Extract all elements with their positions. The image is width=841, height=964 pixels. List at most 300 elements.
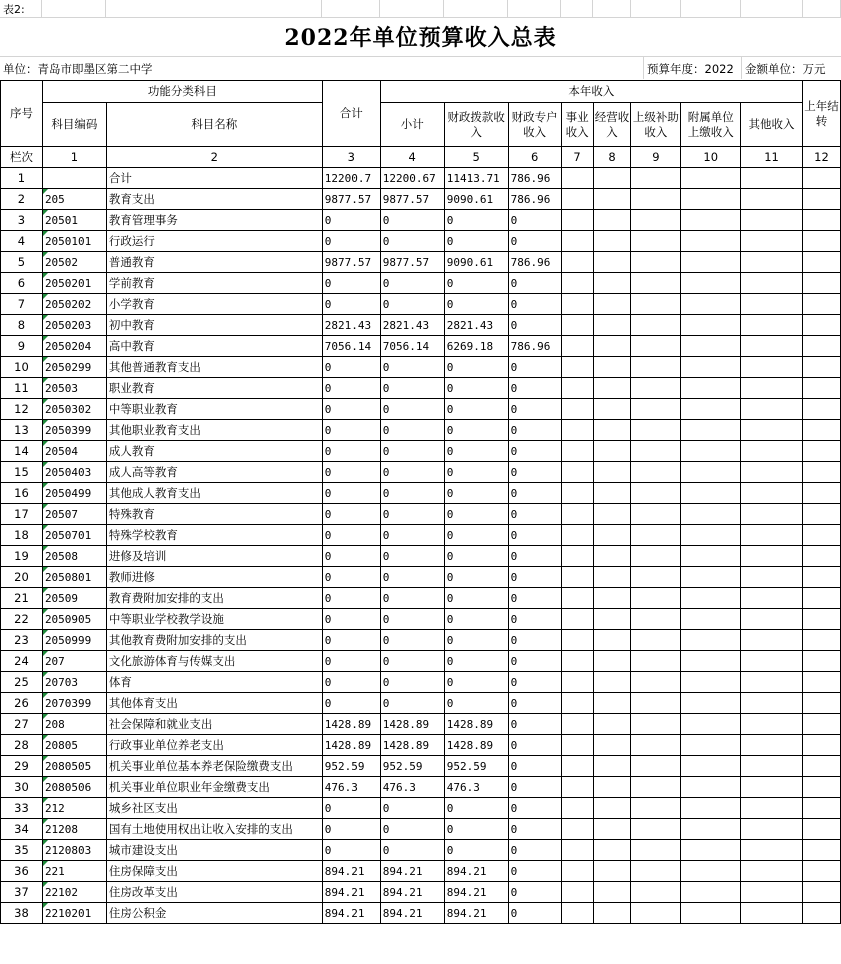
cell-total[interactable]: 0: [322, 819, 380, 840]
cell-name[interactable]: 普通教育: [106, 252, 322, 273]
cell-empty-carryover[interactable]: [802, 651, 840, 672]
cell-seq[interactable]: 28: [1, 735, 43, 756]
cell-special[interactable]: 0: [508, 840, 561, 861]
cell-empty-carryover[interactable]: [802, 693, 840, 714]
cell-empty-operating[interactable]: [593, 504, 631, 525]
cell-empty-business[interactable]: [561, 420, 593, 441]
cell-empty-carryover[interactable]: [802, 777, 840, 798]
cell-empty-affiliated[interactable]: [681, 441, 741, 462]
cell-special[interactable]: 0: [508, 903, 561, 924]
cell-empty-business[interactable]: [561, 357, 593, 378]
cell-empty-affiliated[interactable]: [681, 819, 741, 840]
cell-code[interactable]: [42, 294, 106, 315]
cell-empty-business[interactable]: [561, 735, 593, 756]
cell-name[interactable]: 初中教育: [106, 315, 322, 336]
cell-empty-superior[interactable]: [631, 210, 681, 231]
cell-fiscal[interactable]: 0: [444, 357, 508, 378]
cell-empty-affiliated[interactable]: [681, 777, 741, 798]
cell-empty-other[interactable]: [741, 210, 803, 231]
cell-seq[interactable]: 23: [1, 630, 43, 651]
cell-fiscal[interactable]: 952.59: [444, 756, 508, 777]
cell-total[interactable]: 12200.7: [322, 168, 380, 189]
cell-empty-other[interactable]: [741, 546, 803, 567]
cell-empty-affiliated[interactable]: [681, 252, 741, 273]
cell-fiscal[interactable]: 0: [444, 567, 508, 588]
cell-subtotal[interactable]: 0: [380, 546, 444, 567]
cell-empty-carryover[interactable]: [802, 294, 840, 315]
cell-code[interactable]: [42, 819, 106, 840]
cell-seq[interactable]: 27: [1, 714, 43, 735]
cell-empty-affiliated[interactable]: [681, 168, 741, 189]
cell-empty-superior[interactable]: [631, 357, 681, 378]
cell-total[interactable]: 894.21: [322, 882, 380, 903]
cell-special[interactable]: 0: [508, 483, 561, 504]
cell-empty-affiliated[interactable]: [681, 546, 741, 567]
cell-empty-affiliated[interactable]: [681, 630, 741, 651]
cell-empty-superior[interactable]: [631, 546, 681, 567]
cell-seq[interactable]: 7: [1, 294, 43, 315]
cell-total[interactable]: 0: [322, 546, 380, 567]
cell-empty-carryover[interactable]: [802, 483, 840, 504]
cell-empty-affiliated[interactable]: [681, 210, 741, 231]
cell-code[interactable]: [42, 525, 106, 546]
cell-empty-operating[interactable]: [593, 336, 631, 357]
cell-empty-business[interactable]: [561, 861, 593, 882]
cell-empty-business[interactable]: [561, 777, 593, 798]
cell-special[interactable]: 0: [508, 294, 561, 315]
cell-subtotal[interactable]: 894.21: [380, 882, 444, 903]
cell-empty-carryover[interactable]: [802, 525, 840, 546]
cell-empty-carryover[interactable]: [802, 609, 840, 630]
cell-total[interactable]: 7056.14: [322, 336, 380, 357]
cell-name[interactable]: 其他教育费附加安排的支出: [106, 630, 322, 651]
cell-subtotal[interactable]: 0: [380, 798, 444, 819]
cell-empty-carryover[interactable]: [802, 588, 840, 609]
cell-empty-business[interactable]: [561, 672, 593, 693]
cell-total[interactable]: 894.21: [322, 861, 380, 882]
cell-seq[interactable]: 35: [1, 840, 43, 861]
cell-empty-superior[interactable]: [631, 693, 681, 714]
cell-empty-affiliated[interactable]: [681, 735, 741, 756]
cell-name[interactable]: 体育: [106, 672, 322, 693]
cell-fiscal[interactable]: 476.3: [444, 777, 508, 798]
cell-empty-affiliated[interactable]: [681, 420, 741, 441]
cell-total[interactable]: 0: [322, 210, 380, 231]
cell-empty-carryover[interactable]: [802, 357, 840, 378]
cell-empty-other[interactable]: [741, 567, 803, 588]
cell-empty-business[interactable]: [561, 609, 593, 630]
cell-empty-affiliated[interactable]: [681, 273, 741, 294]
cell-empty-operating[interactable]: [593, 777, 631, 798]
cell-special[interactable]: 0: [508, 546, 561, 567]
cell-subtotal[interactable]: 894.21: [380, 861, 444, 882]
cell-special[interactable]: 0: [508, 756, 561, 777]
cell-special[interactable]: 0: [508, 693, 561, 714]
cell-empty-superior[interactable]: [631, 609, 681, 630]
cell-special[interactable]: 0: [508, 882, 561, 903]
cell-total[interactable]: 0: [322, 693, 380, 714]
cell-special[interactable]: 0: [508, 525, 561, 546]
cell-name[interactable]: 特殊教育: [106, 504, 322, 525]
cell-empty-affiliated[interactable]: [681, 525, 741, 546]
cell-empty-carryover[interactable]: [802, 903, 840, 924]
cell-special[interactable]: 0: [508, 798, 561, 819]
cell-empty-business[interactable]: [561, 567, 593, 588]
cell-empty-affiliated[interactable]: [681, 336, 741, 357]
cell-seq[interactable]: 25: [1, 672, 43, 693]
cell-subtotal[interactable]: 0: [380, 693, 444, 714]
cell-seq[interactable]: 12: [1, 399, 43, 420]
cell-seq[interactable]: 37: [1, 882, 43, 903]
cell-name[interactable]: 学前教育: [106, 273, 322, 294]
cell-empty-other[interactable]: [741, 315, 803, 336]
cell-code[interactable]: [42, 798, 106, 819]
cell-total[interactable]: 476.3: [322, 777, 380, 798]
cell-empty-carryover[interactable]: [802, 819, 840, 840]
cell-subtotal[interactable]: 0: [380, 609, 444, 630]
cell-empty-superior[interactable]: [631, 840, 681, 861]
cell-subtotal[interactable]: 0: [380, 231, 444, 252]
cell-empty-operating[interactable]: [593, 294, 631, 315]
cell-empty-superior[interactable]: [631, 189, 681, 210]
cell-name[interactable]: 社会保障和就业支出: [106, 714, 322, 735]
cell-empty-carryover[interactable]: [802, 756, 840, 777]
cell-seq[interactable]: 8: [1, 315, 43, 336]
cell-empty-business[interactable]: [561, 315, 593, 336]
cell-subtotal[interactable]: 0: [380, 420, 444, 441]
cell-total[interactable]: 0: [322, 441, 380, 462]
cell-name[interactable]: 住房保障支出: [106, 861, 322, 882]
cell-empty-carryover[interactable]: [802, 714, 840, 735]
cell-total[interactable]: 952.59: [322, 756, 380, 777]
cell-fiscal[interactable]: 6269.18: [444, 336, 508, 357]
cell-empty-superior[interactable]: [631, 378, 681, 399]
cell-empty-operating[interactable]: [593, 546, 631, 567]
cell-empty-carryover[interactable]: [802, 336, 840, 357]
cell-empty-operating[interactable]: [593, 672, 631, 693]
cell-empty-carryover[interactable]: [802, 273, 840, 294]
cell-fiscal[interactable]: 1428.89: [444, 714, 508, 735]
cell-seq[interactable]: 1: [1, 168, 43, 189]
cell-subtotal[interactable]: 952.59: [380, 756, 444, 777]
cell-fiscal[interactable]: 9090.61: [444, 189, 508, 210]
cell-empty-other[interactable]: [741, 798, 803, 819]
cell-empty-operating[interactable]: [593, 273, 631, 294]
cell-fiscal[interactable]: 0: [444, 630, 508, 651]
cell-subtotal[interactable]: 1428.89: [380, 714, 444, 735]
cell-total[interactable]: 0: [322, 609, 380, 630]
cell-empty-other[interactable]: [741, 168, 803, 189]
cell-seq[interactable]: 19: [1, 546, 43, 567]
cell-empty-superior[interactable]: [631, 315, 681, 336]
cell-fiscal[interactable]: 1428.89: [444, 735, 508, 756]
cell-name[interactable]: 进修及培训: [106, 546, 322, 567]
cell-total[interactable]: 0: [322, 840, 380, 861]
cell-name[interactable]: 机关事业单位职业年金缴费支出: [106, 777, 322, 798]
cell-name[interactable]: 城市建设支出: [106, 840, 322, 861]
cell-fiscal[interactable]: 0: [444, 588, 508, 609]
cell-seq[interactable]: 15: [1, 462, 43, 483]
cell-seq[interactable]: 14: [1, 441, 43, 462]
cell-code[interactable]: [42, 630, 106, 651]
cell-fiscal[interactable]: 0: [444, 798, 508, 819]
cell-fiscal[interactable]: 0: [444, 819, 508, 840]
cell-total[interactable]: 0: [322, 483, 380, 504]
cell-empty-business[interactable]: [561, 483, 593, 504]
cell-subtotal[interactable]: 0: [380, 378, 444, 399]
cell-name[interactable]: 成人高等教育: [106, 462, 322, 483]
cell-code[interactable]: [42, 588, 106, 609]
cell-name[interactable]: 住房公积金: [106, 903, 322, 924]
cell-empty-operating[interactable]: [593, 231, 631, 252]
cell-empty-superior[interactable]: [631, 294, 681, 315]
cell-empty-superior[interactable]: [631, 168, 681, 189]
cell-total[interactable]: 0: [322, 378, 380, 399]
cell-subtotal[interactable]: 9877.57: [380, 189, 444, 210]
cell-empty-operating[interactable]: [593, 840, 631, 861]
cell-code[interactable]: [42, 735, 106, 756]
cell-empty-other[interactable]: [741, 840, 803, 861]
cell-empty-operating[interactable]: [593, 882, 631, 903]
cell-empty-affiliated[interactable]: [681, 861, 741, 882]
cell-empty-business[interactable]: [561, 546, 593, 567]
cell-name[interactable]: 职业教育: [106, 378, 322, 399]
cell-empty-affiliated[interactable]: [681, 756, 741, 777]
cell-empty-other[interactable]: [741, 483, 803, 504]
cell-empty-other[interactable]: [741, 504, 803, 525]
cell-total[interactable]: 0: [322, 567, 380, 588]
cell-seq[interactable]: 16: [1, 483, 43, 504]
cell-special[interactable]: 0: [508, 357, 561, 378]
cell-empty-carryover[interactable]: [802, 399, 840, 420]
cell-code[interactable]: [42, 546, 106, 567]
cell-fiscal[interactable]: 0: [444, 672, 508, 693]
cell-empty-carryover[interactable]: [802, 504, 840, 525]
cell-empty-carryover[interactable]: [802, 798, 840, 819]
cell-empty-business[interactable]: [561, 588, 593, 609]
cell-empty-business[interactable]: [561, 210, 593, 231]
cell-special[interactable]: 0: [508, 210, 561, 231]
cell-total[interactable]: 2821.43: [322, 315, 380, 336]
cell-empty-superior[interactable]: [631, 483, 681, 504]
cell-special[interactable]: 0: [508, 462, 561, 483]
cell-empty-business[interactable]: [561, 903, 593, 924]
cell-empty-business[interactable]: [561, 378, 593, 399]
cell-seq[interactable]: 17: [1, 504, 43, 525]
cell-name[interactable]: 其他普通教育支出: [106, 357, 322, 378]
cell-empty-operating[interactable]: [593, 567, 631, 588]
cell-empty-other[interactable]: [741, 714, 803, 735]
cell-code[interactable]: [42, 567, 106, 588]
cell-subtotal[interactable]: 0: [380, 399, 444, 420]
cell-name[interactable]: 特殊学校教育: [106, 525, 322, 546]
cell-empty-business[interactable]: [561, 714, 593, 735]
cell-total[interactable]: 0: [322, 462, 380, 483]
cell-special[interactable]: 0: [508, 273, 561, 294]
cell-empty-affiliated[interactable]: [681, 903, 741, 924]
cell-special[interactable]: 0: [508, 378, 561, 399]
cell-code[interactable]: [42, 168, 106, 189]
cell-empty-business[interactable]: [561, 252, 593, 273]
cell-empty-operating[interactable]: [593, 861, 631, 882]
cell-empty-superior[interactable]: [631, 252, 681, 273]
cell-empty-business[interactable]: [561, 651, 593, 672]
cell-seq[interactable]: 33: [1, 798, 43, 819]
cell-empty-superior[interactable]: [631, 735, 681, 756]
cell-seq[interactable]: 6: [1, 273, 43, 294]
cell-seq[interactable]: 26: [1, 693, 43, 714]
cell-name[interactable]: 教师进修: [106, 567, 322, 588]
cell-empty-other[interactable]: [741, 336, 803, 357]
cell-fiscal[interactable]: 0: [444, 693, 508, 714]
cell-special[interactable]: 786.96: [508, 189, 561, 210]
cell-code[interactable]: [42, 420, 106, 441]
cell-code[interactable]: [42, 231, 106, 252]
cell-empty-affiliated[interactable]: [681, 231, 741, 252]
cell-empty-affiliated[interactable]: [681, 798, 741, 819]
cell-empty-affiliated[interactable]: [681, 483, 741, 504]
cell-empty-other[interactable]: [741, 462, 803, 483]
cell-seq[interactable]: 20: [1, 567, 43, 588]
cell-empty-business[interactable]: [561, 882, 593, 903]
cell-name[interactable]: 城乡社区支出: [106, 798, 322, 819]
cell-empty-affiliated[interactable]: [681, 882, 741, 903]
cell-fiscal[interactable]: 0: [444, 294, 508, 315]
cell-seq[interactable]: 11: [1, 378, 43, 399]
cell-seq[interactable]: 21: [1, 588, 43, 609]
cell-empty-superior[interactable]: [631, 462, 681, 483]
cell-empty-business[interactable]: [561, 231, 593, 252]
cell-code[interactable]: [42, 441, 106, 462]
cell-empty-superior[interactable]: [631, 588, 681, 609]
cell-empty-other[interactable]: [741, 588, 803, 609]
cell-empty-carryover[interactable]: [802, 168, 840, 189]
cell-subtotal[interactable]: 7056.14: [380, 336, 444, 357]
cell-empty-carryover[interactable]: [802, 840, 840, 861]
cell-seq[interactable]: 13: [1, 420, 43, 441]
cell-code[interactable]: [42, 903, 106, 924]
cell-special[interactable]: 0: [508, 567, 561, 588]
cell-code[interactable]: [42, 378, 106, 399]
cell-seq[interactable]: 38: [1, 903, 43, 924]
cell-code[interactable]: [42, 336, 106, 357]
cell-subtotal[interactable]: 0: [380, 672, 444, 693]
cell-subtotal[interactable]: 0: [380, 357, 444, 378]
cell-subtotal[interactable]: 0: [380, 483, 444, 504]
cell-empty-other[interactable]: [741, 882, 803, 903]
cell-empty-superior[interactable]: [631, 420, 681, 441]
cell-seq[interactable]: 2: [1, 189, 43, 210]
cell-total[interactable]: 1428.89: [322, 714, 380, 735]
cell-empty-affiliated[interactable]: [681, 588, 741, 609]
cell-total[interactable]: 9877.57: [322, 189, 380, 210]
cell-empty-superior[interactable]: [631, 672, 681, 693]
cell-empty-affiliated[interactable]: [681, 672, 741, 693]
cell-fiscal[interactable]: 0: [444, 420, 508, 441]
cell-code[interactable]: [42, 672, 106, 693]
cell-total[interactable]: 0: [322, 273, 380, 294]
cell-seq[interactable]: 22: [1, 609, 43, 630]
cell-empty-operating[interactable]: [593, 462, 631, 483]
cell-fiscal[interactable]: 0: [444, 378, 508, 399]
cell-total[interactable]: 0: [322, 588, 380, 609]
cell-fiscal[interactable]: 0: [444, 273, 508, 294]
cell-name[interactable]: 教育管理事务: [106, 210, 322, 231]
cell-total[interactable]: 0: [322, 504, 380, 525]
cell-code[interactable]: [42, 840, 106, 861]
cell-empty-carryover[interactable]: [802, 630, 840, 651]
cell-special[interactable]: 0: [508, 861, 561, 882]
cell-empty-business[interactable]: [561, 273, 593, 294]
cell-empty-superior[interactable]: [631, 336, 681, 357]
cell-name[interactable]: 住房改革支出: [106, 882, 322, 903]
cell-code[interactable]: [42, 462, 106, 483]
cell-fiscal[interactable]: 11413.71: [444, 168, 508, 189]
cell-empty-operating[interactable]: [593, 756, 631, 777]
cell-empty-operating[interactable]: [593, 357, 631, 378]
cell-empty-operating[interactable]: [593, 189, 631, 210]
cell-empty-affiliated[interactable]: [681, 651, 741, 672]
cell-empty-business[interactable]: [561, 693, 593, 714]
cell-empty-affiliated[interactable]: [681, 504, 741, 525]
cell-total[interactable]: 0: [322, 357, 380, 378]
cell-empty-superior[interactable]: [631, 273, 681, 294]
cell-code[interactable]: [42, 273, 106, 294]
cell-code[interactable]: [42, 357, 106, 378]
cell-special[interactable]: 0: [508, 735, 561, 756]
cell-empty-carryover[interactable]: [802, 189, 840, 210]
cell-total[interactable]: 894.21: [322, 903, 380, 924]
cell-subtotal[interactable]: 476.3: [380, 777, 444, 798]
cell-empty-business[interactable]: [561, 798, 593, 819]
cell-seq[interactable]: 24: [1, 651, 43, 672]
cell-name[interactable]: 中等职业学校教学设施: [106, 609, 322, 630]
cell-special[interactable]: 0: [508, 609, 561, 630]
cell-empty-other[interactable]: [741, 609, 803, 630]
cell-name[interactable]: 其他成人教育支出: [106, 483, 322, 504]
cell-empty-affiliated[interactable]: [681, 840, 741, 861]
cell-empty-operating[interactable]: [593, 609, 631, 630]
cell-empty-other[interactable]: [741, 231, 803, 252]
cell-code[interactable]: [42, 483, 106, 504]
cell-special[interactable]: 0: [508, 441, 561, 462]
cell-subtotal[interactable]: 12200.67: [380, 168, 444, 189]
cell-empty-superior[interactable]: [631, 714, 681, 735]
cell-total[interactable]: 1428.89: [322, 735, 380, 756]
cell-empty-operating[interactable]: [593, 420, 631, 441]
cell-empty-other[interactable]: [741, 399, 803, 420]
cell-special[interactable]: 0: [508, 672, 561, 693]
cell-empty-superior[interactable]: [631, 777, 681, 798]
cell-name[interactable]: 成人教育: [106, 441, 322, 462]
cell-empty-business[interactable]: [561, 840, 593, 861]
cell-seq[interactable]: 29: [1, 756, 43, 777]
cell-empty-other[interactable]: [741, 693, 803, 714]
cell-empty-superior[interactable]: [631, 756, 681, 777]
cell-total[interactable]: 0: [322, 630, 380, 651]
cell-empty-affiliated[interactable]: [681, 693, 741, 714]
cell-name[interactable]: 文化旅游体育与传媒支出: [106, 651, 322, 672]
cell-code[interactable]: [42, 882, 106, 903]
cell-empty-affiliated[interactable]: [681, 315, 741, 336]
cell-special[interactable]: 0: [508, 714, 561, 735]
cell-empty-carryover[interactable]: [802, 378, 840, 399]
cell-empty-other[interactable]: [741, 777, 803, 798]
cell-empty-business[interactable]: [561, 294, 593, 315]
cell-empty-other[interactable]: [741, 756, 803, 777]
cell-code[interactable]: [42, 714, 106, 735]
cell-empty-business[interactable]: [561, 462, 593, 483]
